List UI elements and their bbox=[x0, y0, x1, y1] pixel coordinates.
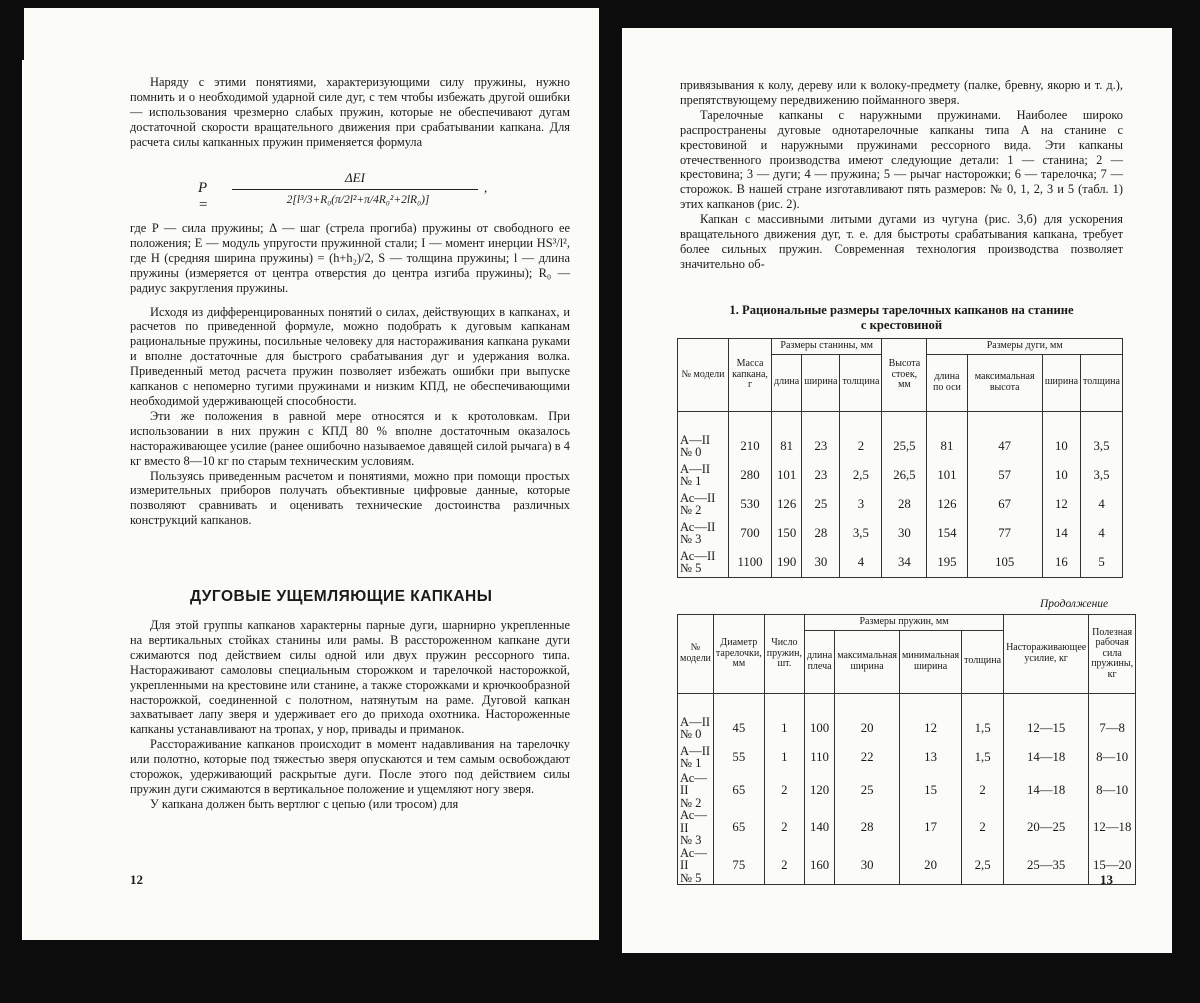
left-paragraph-6: Расстораживание капканов происходит в момент надавливания на тарелочку или полотно, которые под тяжестью зверя опускаются и тем самым освобождают сторожок, удерживающий раскрытые дуги. После этого под действием силы пружин дуги сжимаются в вертикальное положение и ущемляют ногу зверя. bbox=[130, 737, 570, 796]
th-spring-count: Число пружин, шт. bbox=[764, 615, 804, 694]
cell-setting-force: 12—15 bbox=[1004, 714, 1089, 743]
right-paragraph-1: привязывания к колу, дереву или к волоку-предмету (палке, бревну, якорю и т. д.), препятствующему передвижению пойманного зверя. bbox=[680, 78, 1123, 107]
th-frame-thickness: толщина bbox=[840, 354, 882, 411]
cell-jaw-axis: 126 bbox=[927, 490, 967, 519]
cell-model bbox=[678, 461, 729, 490]
book-gutter bbox=[598, 0, 622, 1003]
table-row bbox=[678, 490, 1123, 519]
model-series: Ас—II bbox=[680, 770, 707, 797]
cell-model bbox=[678, 432, 729, 461]
cell-spring-length: 140 bbox=[804, 809, 834, 847]
cell-spring-min-width: 13 bbox=[900, 743, 962, 772]
left-paragraph-3: Эти же положения в равной мере относятся и к кротоловкам. При использовании в них пружин с КПД 80 % вполне достаточным оказалось настораживающее усилие (ранее ошибочно называемое давящей силой рычага) в 4 кг вместо 8—10 кг по старым техническим условиям. bbox=[130, 408, 570, 468]
table-trap-dimensions bbox=[677, 338, 1123, 578]
cell-jaw-width: 12 bbox=[1042, 490, 1080, 519]
cell-spring-count: 2 bbox=[764, 772, 804, 810]
cell-spring-thickness: 2 bbox=[962, 809, 1004, 847]
cell-frame-width: 25 bbox=[802, 490, 840, 519]
cell-spring-count: 1 bbox=[764, 743, 804, 772]
left-section-text bbox=[130, 618, 570, 812]
cell-frame-width: 28 bbox=[802, 519, 840, 548]
table-row bbox=[678, 548, 1123, 578]
model-number: № 3 bbox=[680, 833, 702, 847]
th-frame-width: ширина bbox=[802, 354, 840, 411]
cell-jaw-thickness: 5 bbox=[1081, 548, 1123, 578]
cell-spring-max-width: 20 bbox=[835, 714, 900, 743]
model-number: № 2 bbox=[680, 795, 702, 810]
right-page-number: 13 bbox=[1100, 872, 1113, 887]
cell-jaw-max-height: 67 bbox=[967, 490, 1042, 519]
cell-frame-length: 126 bbox=[772, 490, 802, 519]
cell-model bbox=[678, 714, 714, 743]
model-series: А—II bbox=[680, 461, 711, 476]
table-caption-line-1: 1. Рациональные размеры тарелочных капканов на станине bbox=[729, 303, 1074, 317]
cell-model bbox=[678, 519, 729, 548]
table-row bbox=[678, 809, 1136, 847]
cell-mass: 210 bbox=[729, 432, 772, 461]
model-number: № 5 bbox=[680, 870, 702, 885]
cell-jaw-axis: 154 bbox=[927, 519, 967, 548]
cell-frame-length: 81 bbox=[772, 432, 802, 461]
model-number: № 3 bbox=[680, 532, 702, 546]
th-spring-max-width: максимальная ширина bbox=[835, 630, 900, 693]
cell-jaw-axis: 81 bbox=[927, 432, 967, 461]
cell-frame-thickness: 4 bbox=[840, 548, 882, 578]
right-paragraph-3: Капкан с массивными литыми дугами из чугуна (рис. 3,б) для ускорения вращательного движения дуг, т. е. для быстроты срабатывания капкана, требует более сильных пружин. Современная технология производства позволяет значительно об- bbox=[680, 212, 1123, 271]
cell-spring-thickness: 1,5 bbox=[962, 743, 1004, 772]
cell-post-height: 30 bbox=[882, 519, 927, 548]
scan-border-right bbox=[1172, 0, 1200, 1003]
cell-plate-diameter: 65 bbox=[713, 772, 764, 810]
cell-mass: 530 bbox=[729, 490, 772, 519]
table-row bbox=[678, 461, 1123, 490]
cell-spring-max-width: 25 bbox=[835, 772, 900, 810]
th-jaw-axis-length: длина по оси bbox=[927, 354, 967, 411]
cell-jaw-width: 16 bbox=[1042, 548, 1080, 578]
cell-model bbox=[678, 772, 714, 810]
model-number: № 0 bbox=[680, 445, 702, 459]
cell-spring-min-width: 20 bbox=[900, 847, 962, 885]
cell-spring-max-width: 28 bbox=[835, 809, 900, 847]
cell-spring-max-width: 22 bbox=[835, 743, 900, 772]
left-paragraph-1: Наряду с этими понятиями, характеризующими силу пружины, нужно помнить и о необходимой ударной силе дуг, с тем чтобы избежать другой ошибки — использования чрезмерно слабых пружин, которые не обеспечивают дугам достаточной скорости вращательного движения при срабатывании капкана. Для расчета силы капканных пружин применяется формула bbox=[130, 75, 570, 149]
formula-lhs: P = bbox=[198, 180, 209, 213]
model-series: Ас—II bbox=[680, 519, 716, 534]
table-row bbox=[678, 432, 1123, 461]
table-row bbox=[678, 743, 1136, 772]
cell-spring-length: 100 bbox=[804, 714, 834, 743]
th-spring-group: Размеры пружин, мм bbox=[804, 615, 1003, 631]
section-heading: ДУГОВЫЕ УЩЕМЛЯЮЩИЕ КАПКАНЫ bbox=[190, 588, 493, 605]
cell-spring-length: 160 bbox=[804, 847, 834, 885]
cell-jaw-max-height: 57 bbox=[967, 461, 1042, 490]
cell-frame-thickness: 3,5 bbox=[840, 519, 882, 548]
table-row bbox=[678, 714, 1136, 743]
table-caption bbox=[680, 303, 1123, 332]
cell-jaw-width: 10 bbox=[1042, 432, 1080, 461]
th-jaw-max-height: максимальная высота bbox=[967, 354, 1042, 411]
model-series: Ас—II bbox=[680, 548, 716, 563]
cell-spring-thickness: 1,5 bbox=[962, 714, 1004, 743]
model-series: Ас—II bbox=[680, 845, 707, 872]
th-post-height: Высота стоек, мм bbox=[882, 339, 927, 412]
cell-jaw-max-height: 77 bbox=[967, 519, 1042, 548]
cell-spring-count: 2 bbox=[764, 809, 804, 847]
table-caption-line-2: с крестовиной bbox=[860, 317, 943, 332]
cell-spring-min-width: 12 bbox=[900, 714, 962, 743]
cell-model bbox=[678, 847, 714, 885]
cell-setting-force: 14—18 bbox=[1004, 772, 1089, 810]
cell-setting-force: 20—25 bbox=[1004, 809, 1089, 847]
table-spacer-row bbox=[678, 411, 1123, 432]
cell-jaw-max-height: 47 bbox=[967, 432, 1042, 461]
cell-spring-max-width: 30 bbox=[835, 847, 900, 885]
cell-working-force: 12—18 bbox=[1089, 809, 1136, 847]
cell-frame-length: 101 bbox=[772, 461, 802, 490]
th-frame-group: Размеры станины, мм bbox=[772, 339, 882, 355]
formula-tail: , bbox=[484, 180, 488, 195]
left-page-number: 12 bbox=[130, 872, 143, 887]
cell-plate-diameter: 75 bbox=[713, 847, 764, 885]
left-body-text bbox=[130, 221, 570, 528]
cell-spring-length: 120 bbox=[804, 772, 834, 810]
th-plate-diameter: Диаметр тарелочки, мм bbox=[713, 615, 764, 694]
cell-frame-width: 23 bbox=[802, 461, 840, 490]
cell-spring-thickness: 2,5 bbox=[962, 847, 1004, 885]
cell-working-force: 7—8 bbox=[1089, 714, 1136, 743]
cell-spring-count: 1 bbox=[764, 714, 804, 743]
cell-jaw-axis: 101 bbox=[927, 461, 967, 490]
cell-jaw-width: 10 bbox=[1042, 461, 1080, 490]
formula-denominator: 2[l³/3+R₀(π/2l²+π/4R₀²+2lR₀)] bbox=[286, 194, 430, 206]
cell-model bbox=[678, 490, 729, 519]
cell-post-height: 34 bbox=[882, 548, 927, 578]
model-series: А—II bbox=[680, 743, 711, 758]
cell-frame-width: 23 bbox=[802, 432, 840, 461]
cell-jaw-thickness: 3,5 bbox=[1081, 461, 1123, 490]
left-paragraph-7: У капкана должен быть вертлюг с цепью (или тросом) для bbox=[150, 796, 459, 811]
cell-frame-length: 190 bbox=[772, 548, 802, 578]
model-number: № 1 bbox=[680, 756, 702, 770]
model-series: А—II bbox=[680, 432, 711, 447]
th-spring-min-width: минимальная ширина bbox=[900, 630, 962, 693]
th-spring-thickness: толщина bbox=[962, 630, 1004, 693]
cell-plate-diameter: 65 bbox=[713, 809, 764, 847]
cell-jaw-axis: 195 bbox=[927, 548, 967, 578]
cell-post-height: 25,5 bbox=[882, 432, 927, 461]
model-number: № 0 bbox=[680, 727, 702, 741]
formula-numerator: ΔEI bbox=[345, 170, 365, 185]
cell-setting-force: 14—18 bbox=[1004, 743, 1089, 772]
th-jaw-group: Размеры дуги, мм bbox=[927, 339, 1123, 355]
cell-mass: 280 bbox=[729, 461, 772, 490]
scan-border-left bbox=[0, 0, 22, 1003]
th-frame-length: длина bbox=[772, 354, 802, 411]
cell-spring-min-width: 15 bbox=[900, 772, 962, 810]
left-paragraph-2: Исходя из дифференцированных понятий о силах, действующих в капканах, и расчетов по приведенной формуле, можно подобрать к дуговым капканам рациональные пружины, посильные человеку для настораживания капкана руками и вполне достаточные для быстрого срабатывания дуг и удержания волка. Приведенный метод расчета пружин позволяет избежать ошибки при выпуске капканов с непомерно тугими пружинами и низким КПД, не обеспечивающими необходимой удерживающей способности. bbox=[130, 304, 570, 408]
cell-jaw-width: 14 bbox=[1042, 519, 1080, 548]
cell-plate-diameter: 45 bbox=[713, 714, 764, 743]
left-paragraph-5: Для этой группы капканов характерны парные дуги, шарнирно укрепленные на вертикальных стойках станины или рамы. В расстороженном капкане дуги сжимаются под действием силы одной или двух пружин рессорного типа. Настораживают самоловы специальным сторожком и тарелочкой насторожкой, укрепленными на крестовине или станине, а также сторожками и крючкообразной насторожкой, соединенной с полотном, натянутым на раме. Дуговой капкан захватывает лапу зверя и удерживает его до прихода охотника. Настороженные капканы устанавливают на тропах, у нор, привады и приманок. bbox=[130, 618, 570, 737]
cell-jaw-max-height: 105 bbox=[967, 548, 1042, 578]
cell-setting-force: 25—35 bbox=[1004, 847, 1089, 885]
cell-mass: 700 bbox=[729, 519, 772, 548]
cell-jaw-thickness: 3,5 bbox=[1081, 432, 1123, 461]
table-spring-parameters bbox=[677, 614, 1136, 885]
cell-working-force: 8—10 bbox=[1089, 772, 1136, 810]
cell-frame-thickness: 2 bbox=[840, 432, 882, 461]
cell-frame-thickness: 3 bbox=[840, 490, 882, 519]
table-row bbox=[678, 772, 1136, 810]
table-row bbox=[678, 847, 1136, 885]
formula-fraction-line bbox=[232, 189, 478, 190]
cell-frame-length: 150 bbox=[772, 519, 802, 548]
cell-model bbox=[678, 743, 714, 772]
cell-post-height: 28 bbox=[882, 490, 927, 519]
cell-spring-thickness: 2 bbox=[962, 772, 1004, 810]
table-continued-label: Продолжение bbox=[1040, 598, 1109, 610]
cell-model bbox=[678, 809, 714, 847]
cell-working-force: 15—20 bbox=[1089, 847, 1136, 885]
cell-mass: 1100 bbox=[729, 548, 772, 578]
formula-legend: где P — сила пружины; Δ — шаг (стрела прогиба) пружины от свободного ее положения; E — модуль упругости пружинной стали; I — момент инерции HS³/l², где H (средняя ширина пружины) = (h+h₂)/2, S — толщина пружины; l — длина пружины (измеряется от центра отверстия до центра изгиба пружины); R₀ — радиус закругления пружины. bbox=[130, 221, 570, 295]
th-jaw-width: ширина bbox=[1042, 354, 1080, 411]
cell-frame-width: 30 bbox=[802, 548, 840, 578]
cell-model bbox=[678, 548, 729, 578]
th-mass: Масса капкана, г bbox=[729, 339, 772, 412]
cell-jaw-thickness: 4 bbox=[1081, 519, 1123, 548]
th-model: № модели bbox=[678, 339, 729, 412]
table-row bbox=[678, 519, 1123, 548]
left-paragraph-4: Пользуясь приведенным расчетом и понятиями, можно при помощи простых измерительных приборов получать объективные цифровые данные, которые позволяют сравнивать и оценивать технические достоинства различных конструкций капканов. bbox=[130, 468, 570, 528]
cell-jaw-thickness: 4 bbox=[1081, 490, 1123, 519]
cell-plate-diameter: 55 bbox=[713, 743, 764, 772]
cell-spring-min-width: 17 bbox=[900, 809, 962, 847]
cell-frame-thickness: 2,5 bbox=[840, 461, 882, 490]
model-series: Ас—II bbox=[680, 808, 707, 835]
th-jaw-thickness: толщина bbox=[1081, 354, 1123, 411]
left-intro-text bbox=[130, 75, 570, 150]
model-number: № 1 bbox=[680, 474, 702, 488]
th-spring-length: длина плеча bbox=[804, 630, 834, 693]
model-number: № 2 bbox=[680, 503, 702, 517]
table-spacer-row bbox=[678, 693, 1136, 714]
cell-post-height: 26,5 bbox=[882, 461, 927, 490]
th-setting-force: Настораживающее усилие, кг bbox=[1004, 615, 1089, 694]
th-working-force: Полезная рабочая сила пружины, кг bbox=[1089, 615, 1136, 694]
cell-spring-length: 110 bbox=[804, 743, 834, 772]
right-paragraph-2: Тарелочные капканы с наружными пружинами. Наиболее широко распространены дуговые однотарелочные капканы типа А на станине с крестовиной и наружными пружинами рессорного вида. Эти капканы отечественного производства имеют следующие детали: 1 — станина; 2 — крестовина; 3 — дуги; 4 — пружина; 5 — рычаг насторожки; 6 — тарелочка; 7 — сторожок. В нашей стране изготавливают пять размеров: № 0, 1, 2, 3 и 5 (табл. 1) этих капканов (рис. 2). bbox=[680, 107, 1123, 212]
cell-spring-count: 2 bbox=[764, 847, 804, 885]
th-model: № модели bbox=[678, 615, 714, 694]
model-number: № 5 bbox=[680, 561, 702, 575]
right-body-text bbox=[680, 78, 1123, 272]
model-series: Ас—II bbox=[680, 490, 716, 505]
cell-working-force: 8—10 bbox=[1089, 743, 1136, 772]
model-series: А—II bbox=[680, 714, 711, 729]
